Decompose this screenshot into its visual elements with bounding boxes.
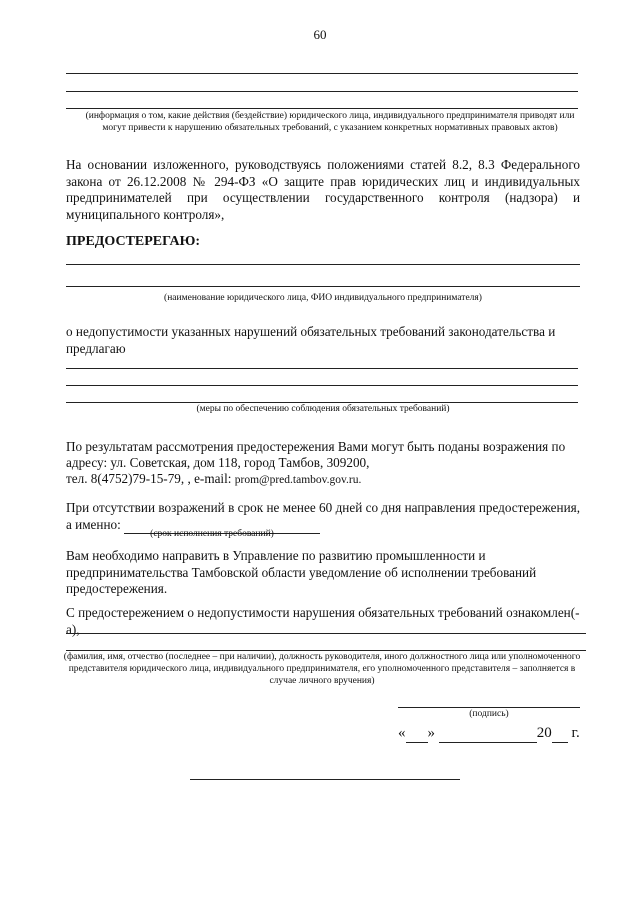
- objections-line-2: адресу: ул. Советская, дом 118, город Тамбов, 309200,: [66, 455, 370, 470]
- fill-line[interactable]: [66, 633, 586, 634]
- signature-note: (подпись): [469, 709, 509, 719]
- year-suffix: г.: [571, 725, 580, 741]
- fill-line[interactable]: [66, 385, 578, 386]
- fill-line[interactable]: [66, 108, 578, 109]
- objections-line-1: По результатам рассмотрения предостережения Вами могут быть поданы возражения по: [66, 439, 566, 454]
- bottom-signature-line[interactable]: [190, 779, 460, 780]
- basis-paragraph: На основании изложенного, руководствуясь положениями статей 8.2, 8.3 Федерального закона от 26.12.2008 № 294-ФЗ «О защите прав юридических лиц и индивидуальных предпринимателей при осуществлении государственного контроля (надзора) и муниципального контроля»,: [66, 157, 580, 222]
- fill-line[interactable]: [66, 286, 580, 287]
- deadline-note: (срок исполнения требований): [150, 529, 274, 539]
- measures-note: (меры по обеспечению соблюдения обязательных требований): [196, 404, 450, 414]
- acquainted-paragraph: С предостережением о недопустимости нарушения обязательных требований ознакомлен(-а),: [66, 605, 580, 637]
- year-field[interactable]: [552, 725, 568, 743]
- fill-line[interactable]: [66, 73, 578, 74]
- fill-line[interactable]: [66, 368, 578, 369]
- fill-line[interactable]: [66, 91, 578, 92]
- person-note: (фамилия, имя, отчество (последнее – при наличии), должность руководителя, иного должностного лица или уполномоченного представителя юридического лица, индивидуального предпринимателя, его уполномоченного представителя – заполняется в случае личного вручения): [63, 652, 581, 686]
- entity-name-note: (наименование юридического лица, ФИО индивидуального предпринимателя): [164, 293, 482, 303]
- open-quote: «: [398, 725, 406, 741]
- objections-contacts: [66, 471, 586, 489]
- notify-paragraph: Вам необходимо направить в Управление по развитию промышленности и предпринимательства Тамбовской области уведомление об исполнении требований предостережения.: [66, 548, 537, 596]
- phone-text: тел. 8(4752)79-15-79, , e-mail:: [66, 471, 235, 486]
- year-prefix: 20: [536, 725, 552, 741]
- warn-heading: ПРЕДОСТЕРЕГАЮ:: [66, 234, 201, 249]
- fill-line[interactable]: [66, 264, 580, 265]
- month-field[interactable]: [439, 725, 537, 743]
- no-objections-text: При отсутствии возражений в срок не менее 60 дней со дня направления предостережения, а именно:: [66, 500, 580, 532]
- day-field[interactable]: [406, 725, 428, 743]
- inadmissibility-paragraph: о недопустимости указанных нарушений обязательных требований законодательства и предлагаю: [66, 324, 556, 356]
- page-number: 60: [313, 27, 327, 42]
- date-line: [398, 725, 580, 743]
- close-quote: »: [427, 725, 435, 741]
- violation-info-note: (информация о том, какие действия (бездействие) юридического лица, индивидуального предпринимателя приводят или могут привести к нарушению обязательных требований, с указанием конкретных нормативных правовых актов): [85, 111, 575, 133]
- email-link[interactable]: prom@pred.tambov.gov.ru.: [234, 474, 362, 486]
